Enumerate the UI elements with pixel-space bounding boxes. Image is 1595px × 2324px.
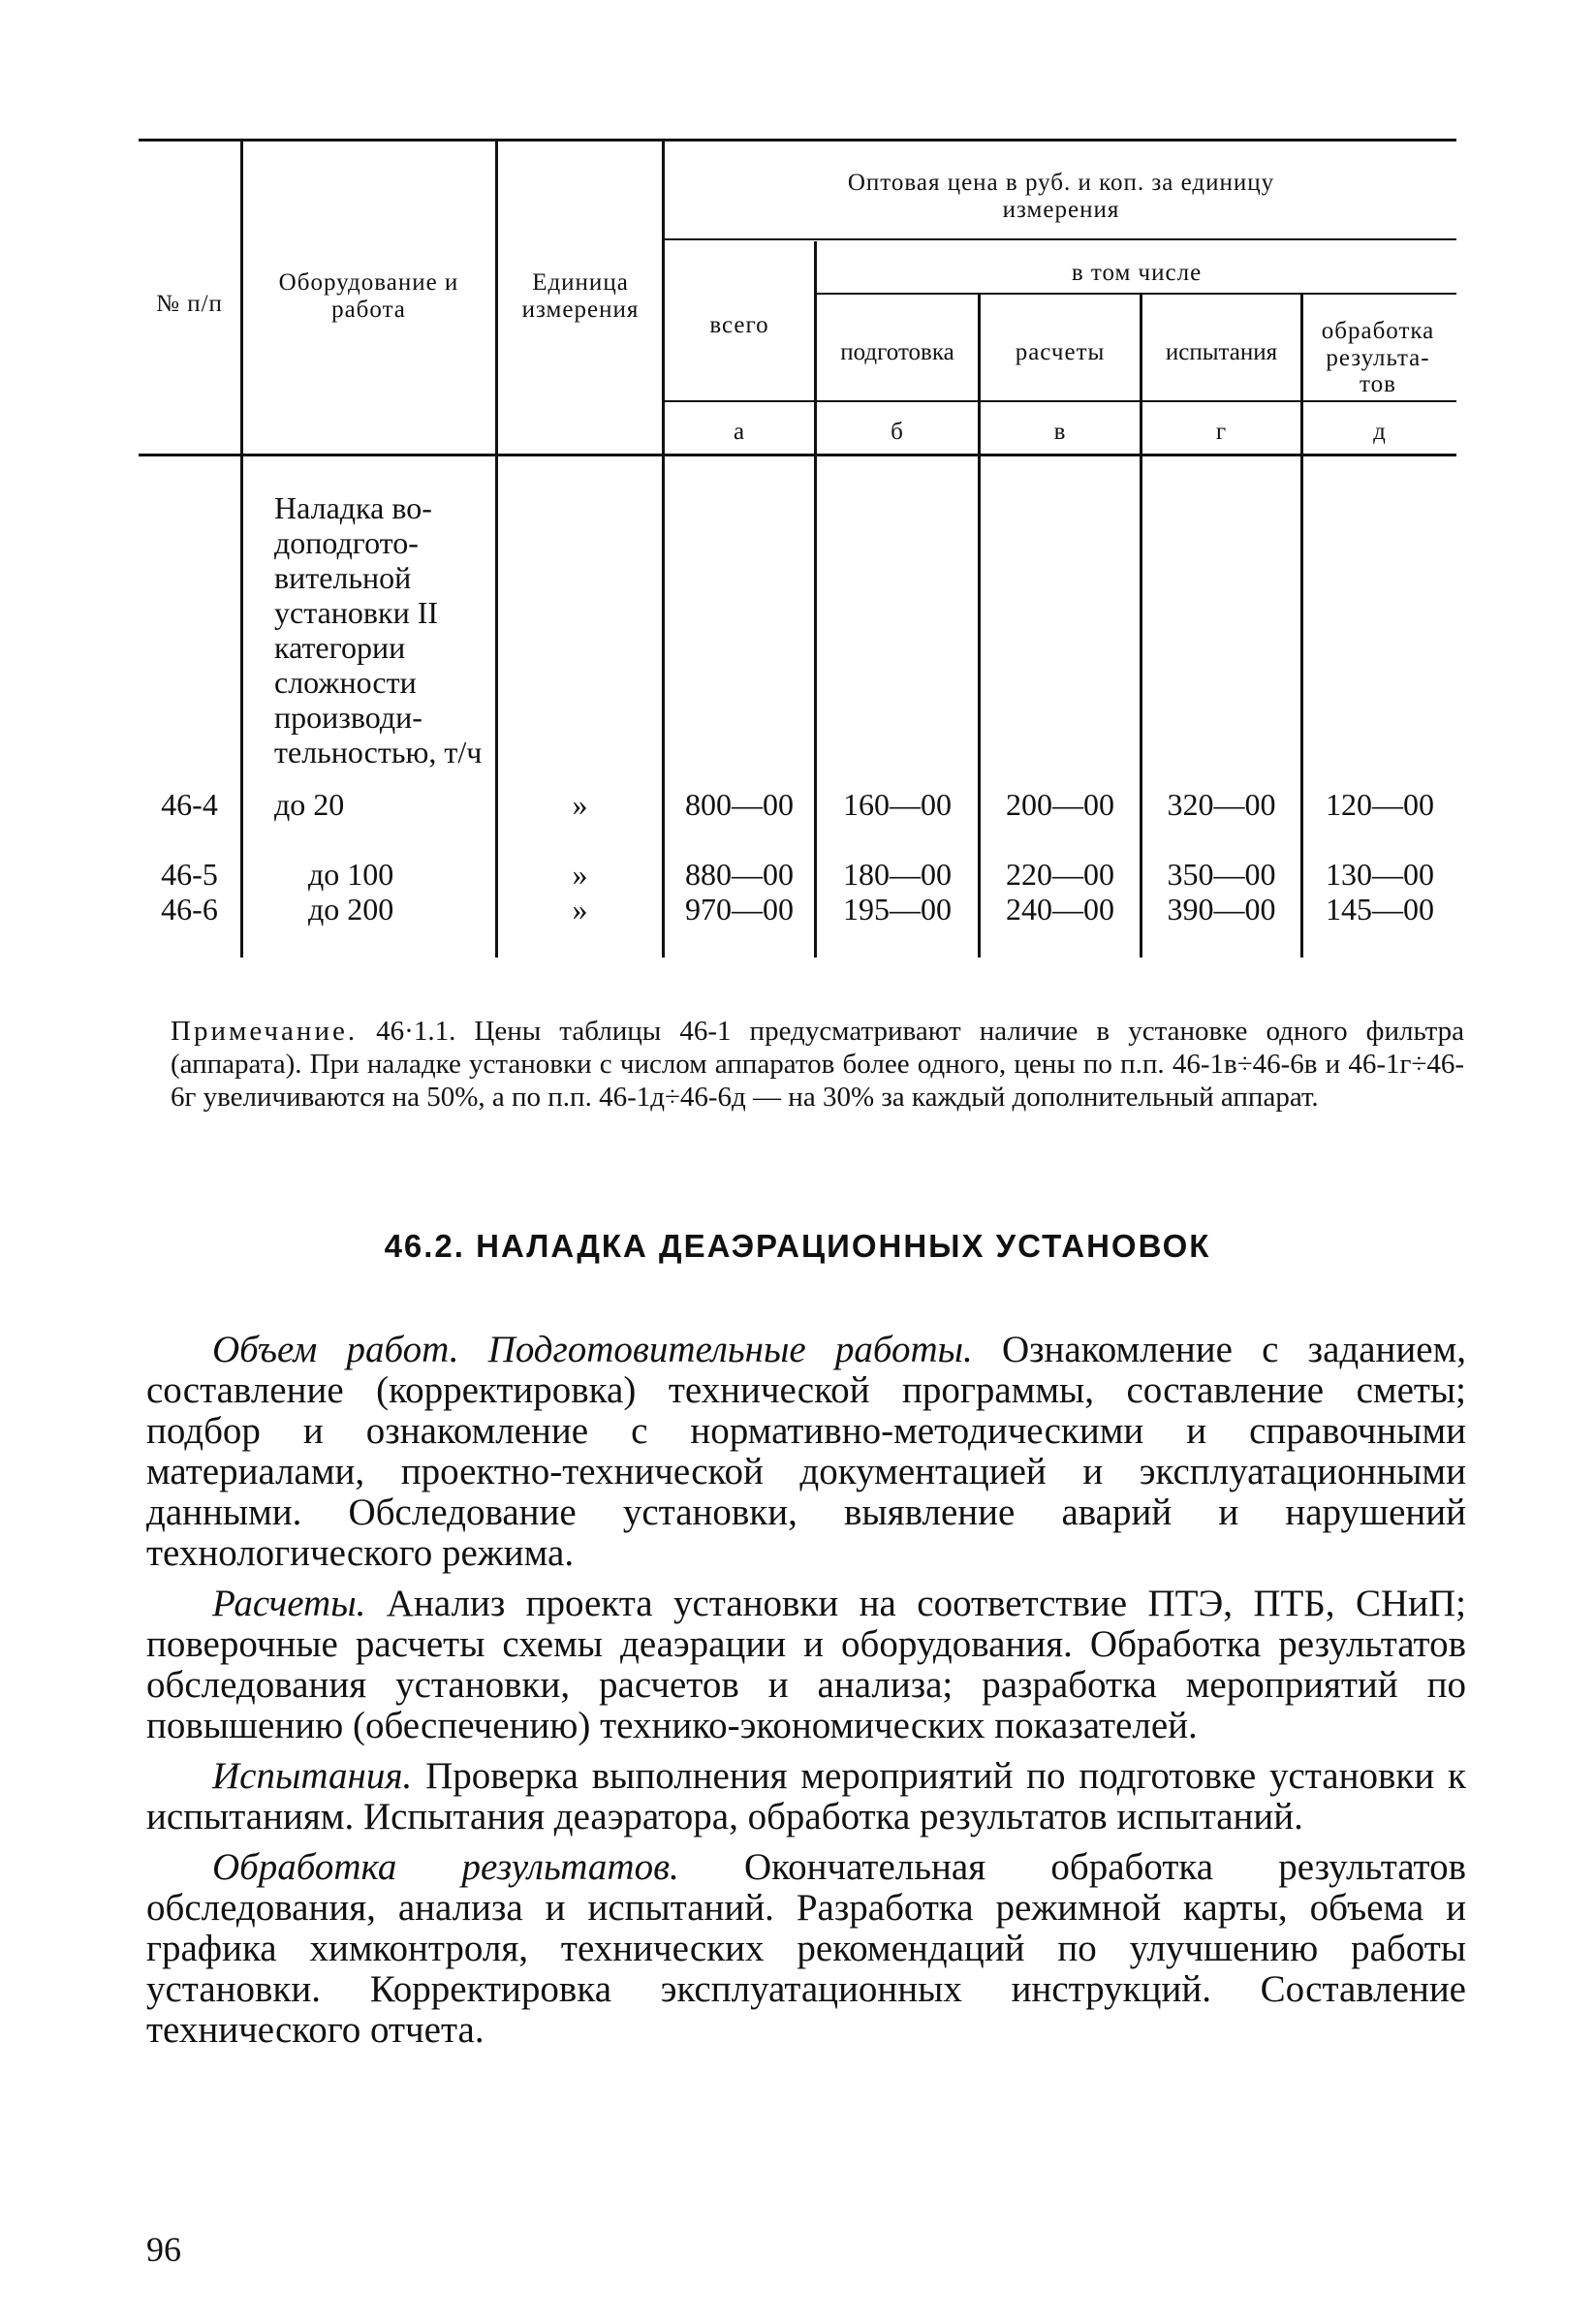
- paragraph-calculations: [146, 1584, 1466, 1746]
- section-heading: 46.2. НАЛАДКА ДЕАЭРАЦИОННЫХ УСТАНОВОК: [384, 1228, 1211, 1264]
- row-group-description: Наладка во- доподгото- вительной установки II категории сложности производи- тельностью, т/ч: [274, 490, 483, 769]
- letters-rule: [665, 400, 1456, 402]
- letter-v: в: [1053, 419, 1067, 445]
- header-equipment: Оборудование и работа: [278, 269, 459, 323]
- header-price-group: Оптовая цена в руб. и коп. за единицу измерения: [847, 170, 1275, 223]
- cell-prep: 180—00: [843, 857, 952, 892]
- header-bottom-rule: [139, 454, 1456, 456]
- cell-unit: »: [572, 892, 588, 926]
- paragraph-lead: Объем работ. Подготовительные работы.: [212, 1329, 973, 1370]
- cell-calc: 220—00: [1006, 857, 1114, 892]
- paragraph-lead: Расчеты.: [212, 1583, 366, 1624]
- cell-unit: »: [572, 857, 588, 892]
- including-rule: [817, 293, 1456, 295]
- cell-total: 970—00: [685, 892, 794, 926]
- paragraph-text: Анализ проекта установки на соответствие ПТЭ, ПТБ, СНиП; поверочные расчеты схемы деаэрации и оборудования. Обработка результатов обследования установки, расчетов и анализа; разработка мероприятий по повышению (обеспечению) технико-экономических показателей.: [146, 1583, 1466, 1746]
- header-unit: Единица измерения: [521, 269, 640, 323]
- letter-d: д: [1373, 419, 1387, 445]
- note-label: Примечание.: [171, 1016, 359, 1047]
- cell-total: 800—00: [685, 787, 794, 822]
- paragraph-lead: Испытания.: [212, 1755, 413, 1797]
- header-calc: расчеты: [1015, 339, 1106, 365]
- header-prep: подготовка: [840, 339, 954, 365]
- cell-tests: 320—00: [1167, 787, 1276, 822]
- paragraph-tests: [146, 1756, 1466, 1837]
- paragraph-scope: [146, 1330, 1466, 1574]
- page-number: 96: [146, 2230, 181, 2269]
- cell-item: до 20: [274, 787, 345, 822]
- cell-unit: »: [572, 787, 588, 822]
- letter-a: а: [733, 419, 746, 445]
- cell-item: до 100: [308, 857, 394, 892]
- header-total: всего: [709, 312, 769, 338]
- letter-g: г: [1215, 419, 1228, 445]
- table-note: [171, 1015, 1464, 1114]
- cell-prep: 195—00: [843, 892, 952, 926]
- header-processing: обработка результа- тов: [1321, 318, 1435, 397]
- cell-tests: 390—00: [1167, 892, 1276, 926]
- paragraph-lead: Обработка результатов.: [212, 1846, 679, 1888]
- header-tests: испытания: [1165, 339, 1278, 365]
- paragraph-processing: [146, 1847, 1466, 2051]
- cell-processing: 130—00: [1326, 857, 1434, 892]
- paragraph-text: Окончательная обработка результатов обследования, анализа и испытаний. Разработка режимной карты, объема и графика химконтроля, технических рекомендаций по улучшению работы установки. Корректировка эксплуатационных инструкций. Составление технического отчета.: [146, 1846, 1466, 2051]
- cell-total: 880—00: [685, 857, 794, 892]
- header-num: № п/п: [156, 291, 223, 317]
- cell-processing: 145—00: [1326, 892, 1434, 926]
- col-rule-3: [662, 141, 665, 958]
- header-including: в том числе: [1071, 260, 1203, 286]
- col-rule-1: [240, 141, 243, 958]
- cell-tests: 350—00: [1167, 857, 1276, 892]
- cell-num: 46-6: [161, 892, 218, 926]
- cell-processing: 120—00: [1326, 787, 1434, 822]
- note-text: 46·1.1. Цены таблицы 46-1 предусматривают наличие в установке одного фильтра (аппарата). При наладке установки с числом аппаратов более одного, цены по п.п. 46-1в÷46-6в и 46-1г÷46-6г увеличиваются на 50%, а по п.п. 46-1д÷46-6д — на 30% за каждый дополнительный аппарат.: [171, 1016, 1464, 1113]
- cell-calc: 200—00: [1006, 787, 1114, 822]
- cell-calc: 240—00: [1006, 892, 1114, 926]
- price-table: [0, 0, 1595, 979]
- paragraph-text: Ознакомление с заданием, составление (корректировка) технической программы, составление сметы; подбор и ознакомление с нормативно-методическими и справочными материалами, проектно-технической документацией и эксплуатационными данными. Обследование установки, выявление аварий и нарушений технологического режима.: [146, 1329, 1467, 1574]
- table-top-rule: [139, 139, 1456, 141]
- price-group-rule: [665, 238, 1456, 240]
- cell-item: до 200: [308, 892, 394, 926]
- cell-num: 46-5: [161, 857, 218, 892]
- cell-prep: 160—00: [843, 787, 952, 822]
- letter-b: б: [891, 419, 904, 445]
- section-body: [146, 1330, 1466, 2060]
- cell-num: 46-4: [161, 787, 218, 822]
- paragraph-text: Проверка выполнения мероприятий по подготовке установки к испытаниям. Испытания деаэратора, обработка результатов испытаний.: [146, 1755, 1466, 1837]
